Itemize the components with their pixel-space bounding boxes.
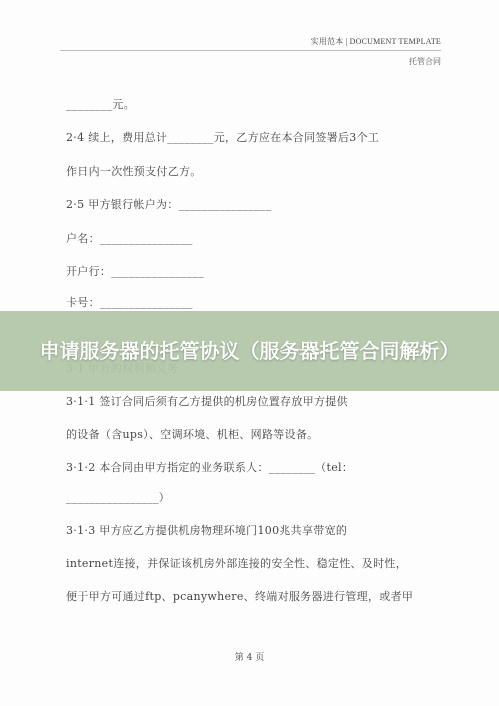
text-line: 3·1·1 签订合同后须有乙方提供的机房位置存放甲方提供 (66, 395, 348, 408)
text-line: ________元。 (66, 98, 135, 111)
header-doc-name: 托管合同 (409, 57, 441, 66)
title-banner (0, 311, 499, 391)
page-number: 第 4 页 (234, 653, 265, 663)
text-line: 2·4 续上，费用总计________元，乙方应在本合同签署后3个工 (66, 131, 380, 144)
text-line: 户名：________________ (66, 232, 193, 245)
text-line: 的设备（含ups）、空调环境、机柜、网路等设备。 (66, 428, 319, 441)
banner-title: 申请服务器的托管协议（服务器托管合同解析） (39, 338, 460, 363)
text-line: 3·1·2 本合同由甲方指定的业务联系人：________（tel： (66, 461, 354, 474)
text-line: 便于甲方可通过ftp、pcanywhere、终端对服务器进行管理，或者甲 (66, 590, 414, 603)
header-rule (60, 50, 441, 51)
text-line: 开户行：________________ (66, 265, 204, 278)
text-line: internet连接，并保证该机房外部连接的安全性、稳定性、及时性， (66, 557, 408, 570)
header-template-label: 实用范本 | DOCUMENT TEMPLATE (310, 37, 441, 46)
text-line: 卡号：________________ (66, 296, 193, 309)
text-line: 3·1·3 甲方应乙方提供机房物理环境门100兆共享带宽的 (66, 524, 348, 537)
text-line: 作日内一次性预支付乙方。 (66, 165, 202, 178)
text-line: ________________） (66, 491, 171, 504)
text-line: 2·5 甲方银行帐户为：________________ (66, 198, 272, 211)
